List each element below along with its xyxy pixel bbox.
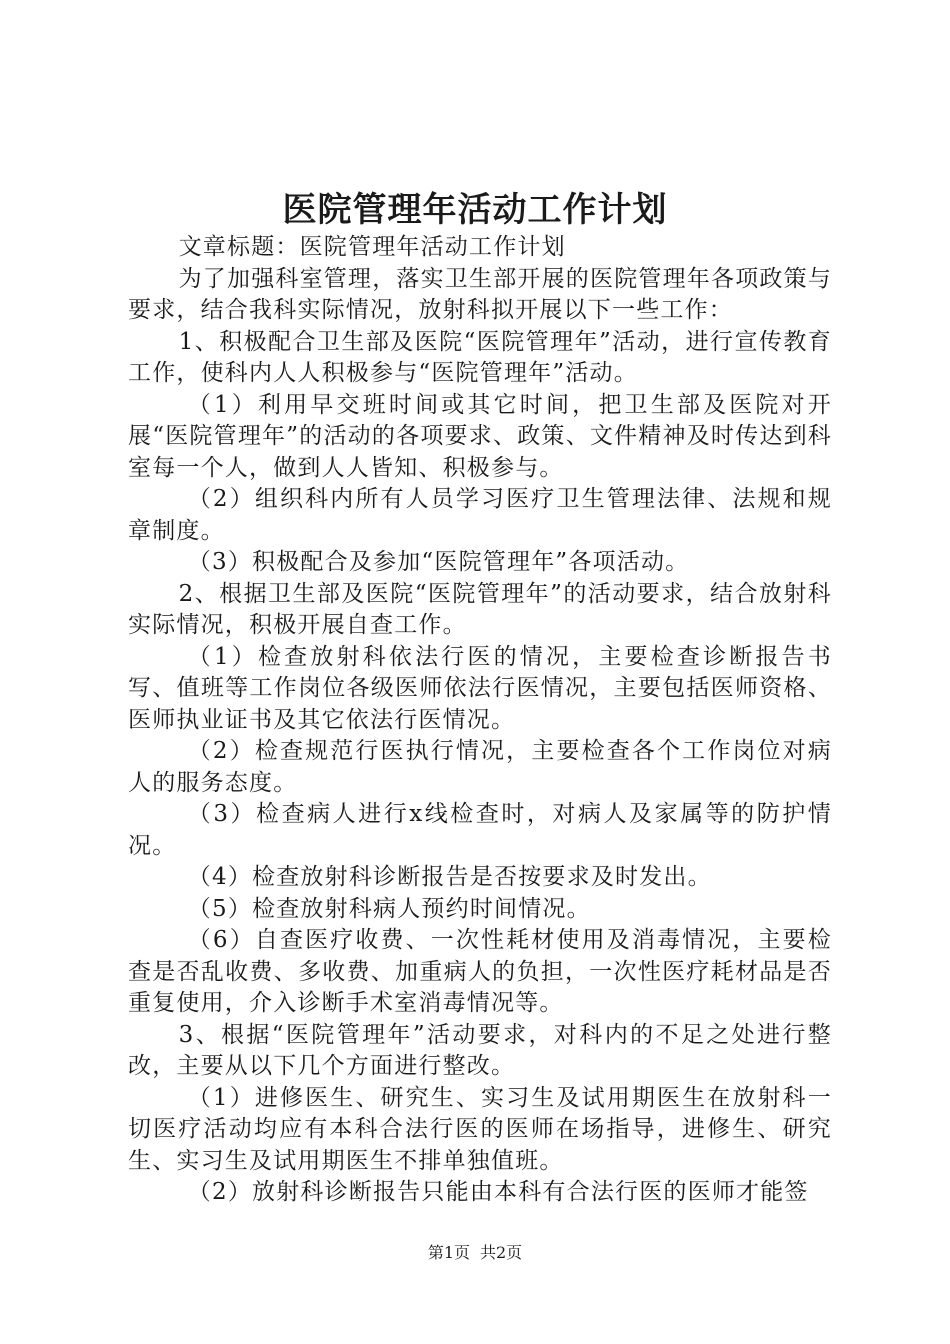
- sub-paragraph: （2）组织科内所有人员学习医疗卫生管理法律、法规和规章制度。: [128, 486, 832, 544]
- paragraph: 3、根据“医院管理年”活动要求，对科内的不足之处进行整改，主要从以下几个方面进行整改。: [128, 1021, 832, 1079]
- sub-paragraph: （6）自查医疗收费、一次性耗材使用及消毒情况，主要检查是否乱收费、多收费、加重病人的负担，一次性医疗耗材品是否重复使用，介入诊断手术室消毒情况等。: [128, 927, 832, 1016]
- page-footer: [0, 1242, 950, 1264]
- paragraph: 文章标题：医院管理年活动工作计划: [178, 234, 566, 260]
- sub-paragraph: （1）进修医生、研究生、实习生及试用期医生在放射科一切医疗活动均应有本科合法行医的医师在场指导，进修生、研究生、实习生及试用期医生不排单独值班。: [128, 1084, 832, 1174]
- sub-paragraph: （1）利用早交班时间或其它时间，把卫生部及医院对开展“医院管理年”的活动的各项要求、政策、文件精神及时传达到科室每一个人，做到人人皆知、积极参与。: [128, 391, 832, 481]
- paragraph: 为了加强科室管理，落实卫生部开展的医院管理年各项政策与要求，结合我科实际情况，放射科拟开展以下一些工作：: [128, 265, 832, 323]
- document-body: [128, 232, 832, 1209]
- page-number: 第1页: [427, 1243, 470, 1262]
- sub-paragraph: （4）检查放射科诊断报告是否按要求及时发出。: [187, 864, 712, 890]
- sub-paragraph: （2）放射科诊断报告只能由本科有合法行医的医师才能签: [187, 1179, 809, 1205]
- sub-paragraph: （2）检查规范行医执行情况，主要检查各个工作岗位对病人的服务态度。: [128, 738, 832, 796]
- sub-paragraph: （3）检查病人进行x线检查时，对病人及家属等的防护情况。: [128, 801, 832, 859]
- sub-paragraph: （3）积极配合及参加“医院管理年”各项活动。: [187, 549, 690, 575]
- document-title: 医院管理年活动工作计划: [282, 190, 668, 230]
- paragraph: 1、积极配合卫生部及医院“医院管理年”活动，进行宣传教育工作，使科内人人积极参与“医院管理年”活动。: [128, 328, 832, 386]
- page-total: 共2页: [480, 1243, 523, 1262]
- sub-paragraph: （5）检查放射科病人预约时间情况。: [187, 895, 591, 922]
- paragraph: 2、根据卫生部及医院“医院管理年”的活动要求，结合放射科实际情况，积极开展自查工作。: [128, 580, 832, 638]
- sub-paragraph: （1）检查放射科依法行医的情况，主要检查诊断报告书写、值班等工作岗位各级医师依法行医情况，主要包括医师资格、医师执业证书及其它依法行医情况。: [128, 643, 832, 733]
